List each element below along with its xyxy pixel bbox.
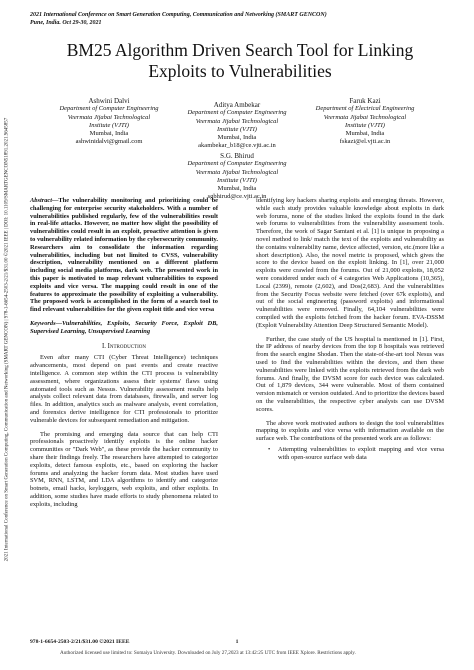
abstract-lead: Abstract bbox=[30, 197, 53, 204]
paper-title-line2: Exploits to Vulnerabilities bbox=[148, 61, 332, 81]
conference-header bbox=[30, 11, 327, 27]
page-number: 1 bbox=[235, 639, 239, 645]
author-institute: Veermata Jijabai Technological bbox=[323, 113, 407, 121]
paragraph: The above work motivated authors to design the tool vulnerabilities mapping to exploits and vice versa with information available on the surface web. The contributions of the presented work are as follows: bbox=[256, 419, 444, 443]
keywords: Keywords—Vulnerabilities, Exploits, Security Force, Exploit DB, Supervised Learning, Unsupervised Learning bbox=[30, 319, 218, 335]
left-column bbox=[30, 197, 218, 508]
author-city: Mumbai, India bbox=[217, 134, 257, 142]
author-block bbox=[290, 97, 440, 147]
paper-title bbox=[20, 40, 460, 82]
author-name: Aditya Ambekar bbox=[213, 101, 261, 109]
author-city: Mumbai, India bbox=[89, 130, 129, 138]
author-name: Ashwini Dalvi bbox=[88, 97, 130, 105]
list-item: • Attempting vulnerabilities to exploit mapping and vice versa with open-source surface web data bbox=[278, 446, 444, 462]
paragraph: Even after many CTI (Cyber Threat Intelligence) techniques advancements, most depend on past events and create reactive intelligence. A common step within the CTI process is vulnerability assessment, where organizations assess their systems' flaws using automated tools such as Nessus. Vulnerability assessment results help analysts collect relevant data from databases, firewalls, and server log files. In addition, analytics such as malware analysis, event correlation, and forensics derive intelligence for CTI professionals to prioritize vulnerable devices for subsequent remediation and mitigation. bbox=[30, 354, 218, 424]
license-notice: Authorized licensed use limited to: Somaiya University. Downloaded on July 27,2023 at 13:42:25 UTC from IEEE Xplore. Restrictions apply. bbox=[60, 650, 356, 656]
author-block bbox=[162, 152, 312, 202]
author-name: S.G. Bhirud bbox=[220, 152, 254, 160]
author-email: ashwinidalvi@gmail.com bbox=[75, 138, 143, 146]
abstract-text: —The vulnerability monitoring and prioritizing could be challenging for enterprise security stakeholders. With a number of vulnerabilities published regularly, few of the vulnerabilities result in real-life attacks. However, no matter how slight the possibility of vulnerabilities could result in an exploit, proactive attention is given to vulnerability related information by the cybersecurity community. Researchers aim to consolidate the information regarding vulnerabilities, including but not limited to CVSS, vulnerability description, vulnerability mentioned on a different platform including social media platforms, dark web. The presented work in this paper is motivated to map relevant vulnerabilities to exposed exploits and vice versa. The mapping could result in one of the features to approximate the possibility of exploiting a vulnerability. The proposed work is accomplished in the form of a search tool to find relevant vulnerabilities for the given exploit title and vice versa bbox=[30, 197, 218, 314]
author-email: fskazi@el.vjti.ac.in bbox=[339, 138, 391, 146]
paragraph: Further, the case study of the US hospital is mentioned in [1]. First, the IP address of nearby devices from the top 8 hospitals was retrieved from the search engine Shodan. Then the state-of-the-art tool Nesus was used to find the vulnerabilities within the devices, and then these vulnerabilities were linked with the exploits retrieved from the dark web forums. And finally, the DVSM score for each device was calculated. Out of 1,879 devices, 344 were vulnerable. Most of them contained version mismatch or version outdated. And to prioritize the devices based on the vulnerabilities, the respective cyber analysts can use DVSM scores. bbox=[256, 335, 444, 413]
author-email: sgbhirud@ce.vjti.ac.in bbox=[207, 193, 267, 201]
paragraph: The promising and emerging data source that can help CTI professionals proactively identify exploits is the online hacker communities or "Dark Web", as these provide the hacker community to share their findings freely. The researchers have attempted to categorize exploits, detect famous exploits, etc., based on exploring the hacker forums and analyzing the hacker forum data. Most studies have used SVM, RNN, LSTM, and LDA algorithms to identify and categorize botnets, email hacks, keyloggers, web exploits, and other exploits. In addition, some studies have made efforts to study phenomena related to exploits, including bbox=[30, 430, 218, 508]
author-institute: Veermata Jijabai Technological bbox=[195, 117, 279, 125]
section-heading: I. Introduction bbox=[101, 342, 147, 350]
author-email: akambekar_b18@ce.vjti.ac.in bbox=[198, 142, 276, 150]
author-institute-abbr: Institute (VJTI) bbox=[217, 125, 257, 133]
author-institute: Veermata Jijabai Technological bbox=[67, 113, 151, 121]
author-dept: Department of Electrical Engineering bbox=[315, 105, 415, 113]
right-column bbox=[256, 197, 444, 462]
author-name: Faruk Kazi bbox=[349, 97, 381, 105]
author-dept: Department of Computer Engineering bbox=[187, 160, 287, 168]
paper-title-line1: BM25 Algorithm Driven Search Tool for Linking bbox=[66, 40, 414, 60]
author-city: Mumbai, India bbox=[217, 185, 257, 193]
author-dept: Department of Computer Engineering bbox=[59, 105, 159, 113]
conference-header-line1: 2021 International Conference on Smart Generation Computing, Communication and Networking (SMART GENCON) bbox=[30, 12, 327, 18]
author-institute-abbr: Institute (VJTI) bbox=[217, 176, 257, 184]
author-institute-abbr: Institute (VJTI) bbox=[345, 121, 385, 129]
author-institute-abbr: Institute (VJTI) bbox=[89, 121, 129, 129]
doi-sidebar: 2021 International Conference on Smart Generation Computing, Communication and Networking (SMART GENCON) | 978-1-6654-2503-2/21/$31.00 ©2021 IEEE | DOI: 10.1109/SMARTGENCON51891.2021.9645857 bbox=[4, 117, 10, 562]
conference-header-line2: Pune, India. Oct 29-30, 2021 bbox=[30, 20, 102, 26]
author-dept: Department of Computer Engineering bbox=[187, 109, 287, 117]
author-city: Mumbai, India bbox=[345, 130, 385, 138]
isbn-footer: 978-1-6654-2503-2/21/$31.00 ©2021 IEEE bbox=[30, 639, 130, 645]
author-institute: Veermata Jijabai Technological bbox=[195, 168, 279, 176]
contribution-list bbox=[256, 446, 444, 462]
abstract bbox=[30, 197, 218, 314]
paragraph: identifying key hackers sharing exploits and emerging threats. However, while each study provides valuable knowledge about exploits in dark web forums, none of the studies linked the exploits found in the dark web forums to vulnerabilities from the vulnerability assessment tools. Therefore, the work of Sagar Samtani et al. [1] is unique in proposing a novel method to link/ match the text of the exploits and vulnerability as the contains vulnerability name, device affected, version, etc.(more like a short description). Also, the novel metric is proposed, which gives the score to the device based on the exploit linking. In [1], over 21,000 exploits were crawled from the forums. Out of 21,000 exploits, 18,052 were considered under each of 4 categories Web Applications (10,365), Local (2399), remote (2,602), and Dos(2,683). And the vulnerabilities from the Security Focus website were fetched (over 67k exploits), and out of the social engineering (password exploits) and informational vulnerabilities were removed. Finally, 64,104 vulnerabilities were compiled with the exploits fetched from the hacker forum. EVA-DSSM (Exploit Vulnerability Attention Deep Structured Semantic Model). bbox=[256, 197, 444, 329]
